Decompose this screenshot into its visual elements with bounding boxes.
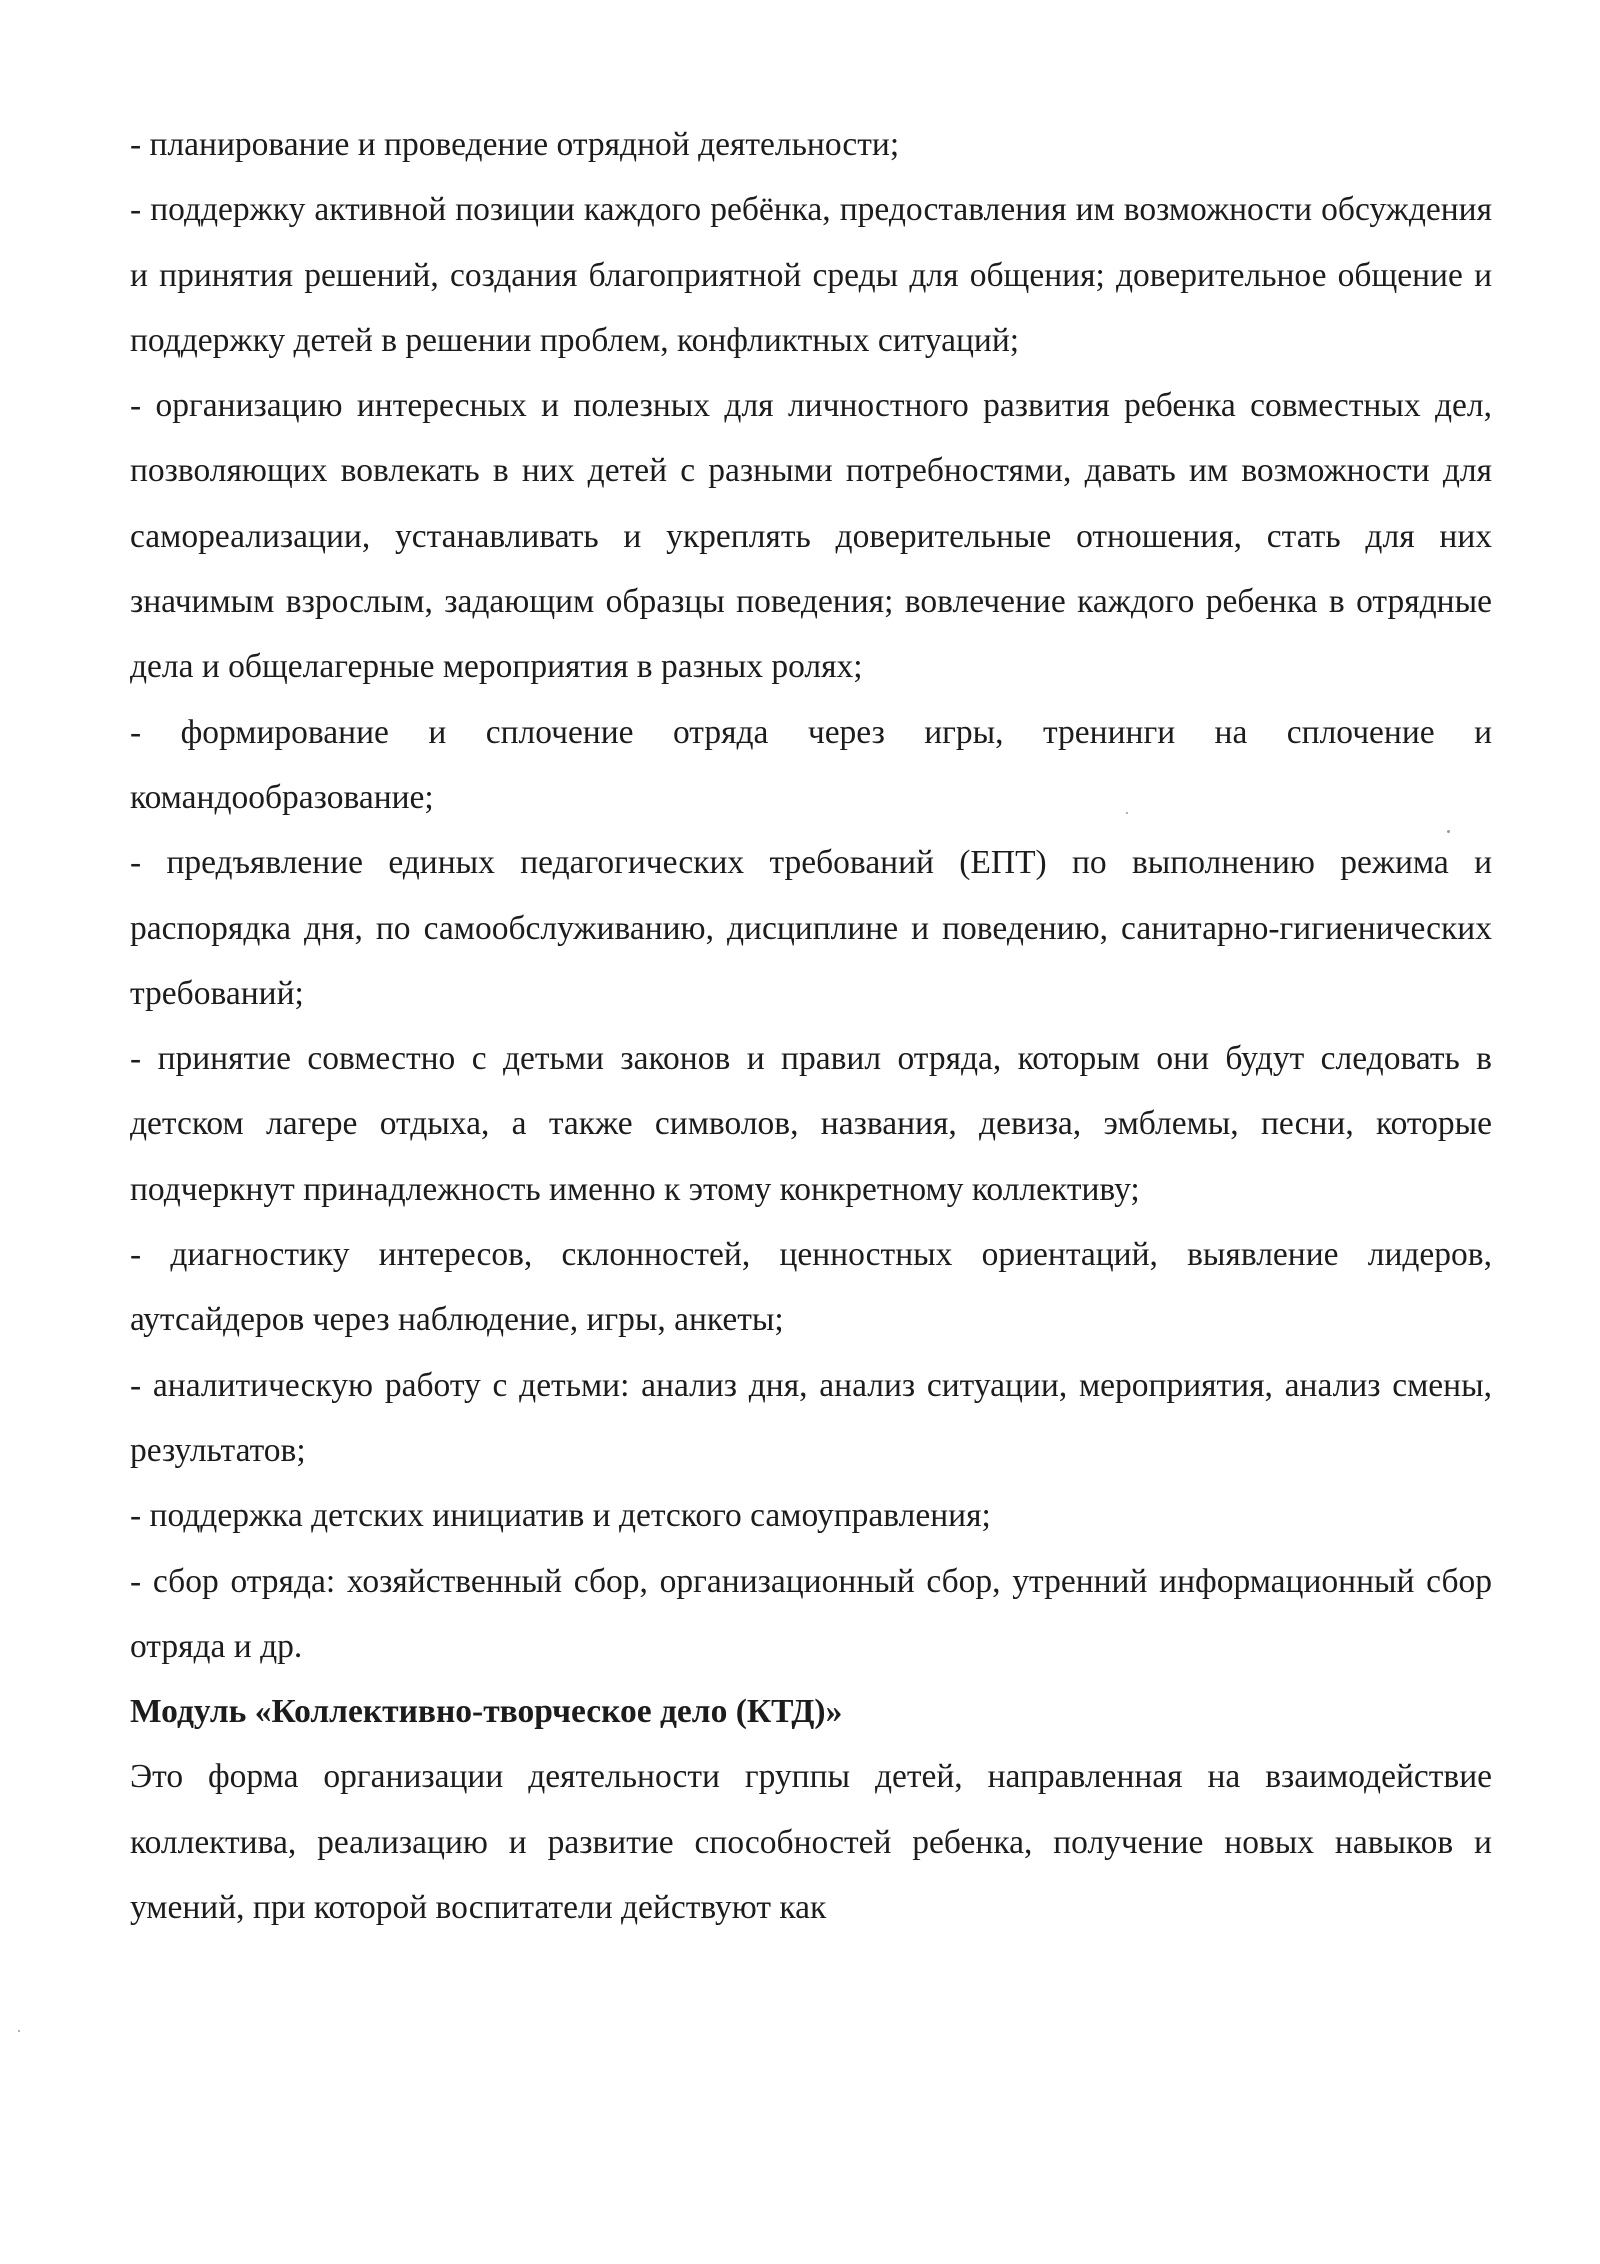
- scan-speck: [18, 2030, 20, 2032]
- paragraph-2: - поддержку активной позиции каждого ребёнка, предоставления им возможности обсуждения и принятия решений, создания благоприятной среды для общения; доверительное общение и поддержку детей в решении проблем, конфликтных ситуаций;: [130, 191, 1492, 359]
- module-paragraph: Это форма организации деятельности группы детей, направленная на взаимодействие коллектива, реализацию и развитие способностей ребенка, получение новых навыков и умений, при которой воспитатели действуют как: [130, 1758, 1492, 1927]
- scan-speck: [1447, 830, 1450, 833]
- paragraph-10: - сбор отряда: хозяйственный сбор, организационный сбор, утренний информационный сбор отряда и др.: [130, 1562, 1492, 1665]
- module-heading: Модуль «Коллективно-творческое дело (КТД)»: [130, 1693, 843, 1731]
- paragraph-5: - предъявление единых педагогических требований (ЕПТ) по выполнению режима и распорядка дня, по самообслуживанию, дисциплине и поведению, санитарно-гигиенических требований;: [130, 844, 1492, 1012]
- paragraph-6: - принятие совместно с детьми законов и правил отряда, которым они будут следовать в детском лагере отдыха, а также символов, названия, девиза, эмблемы, песни, которые подчеркнут принадлежность именно к этому конкретному коллективу;: [130, 1040, 1492, 1208]
- document-page: [130, 112, 1492, 1940]
- paragraph-8: - аналитическую работу с детьми: анализ дня, анализ ситуации, мероприятия, анализ смены, результатов;: [130, 1366, 1492, 1469]
- paragraph-4: - формирование и сплочение отряда через игры, тренинги на сплочение и командообразование;: [130, 713, 1492, 816]
- paragraph-7: - диагностику интересов, склонностей, ценностных ориентаций, выявление лидеров, аутсайдеров через наблюдение, игры, анкеты;: [130, 1236, 1492, 1339]
- paragraph-1: - планирование и проведение отрядной деятельности;: [130, 126, 900, 163]
- paragraph-9: - поддержка детских инициатив и детского самоуправления;: [130, 1497, 991, 1535]
- scan-speck: [1126, 812, 1128, 814]
- paragraph-3: - организацию интересных и полезных для личностного развития ребенка совместных дел, позволяющих вовлекать в них детей с разными потребностями, давать им возможности для самореализации, устанавливать и укреплять доверительные отношения, стать для них значимым взрослым, задающим образцы поведения; вовлечение каждого ребенка в отрядные дела и общелагерные мероприятия в разных ролях;: [130, 387, 1492, 686]
